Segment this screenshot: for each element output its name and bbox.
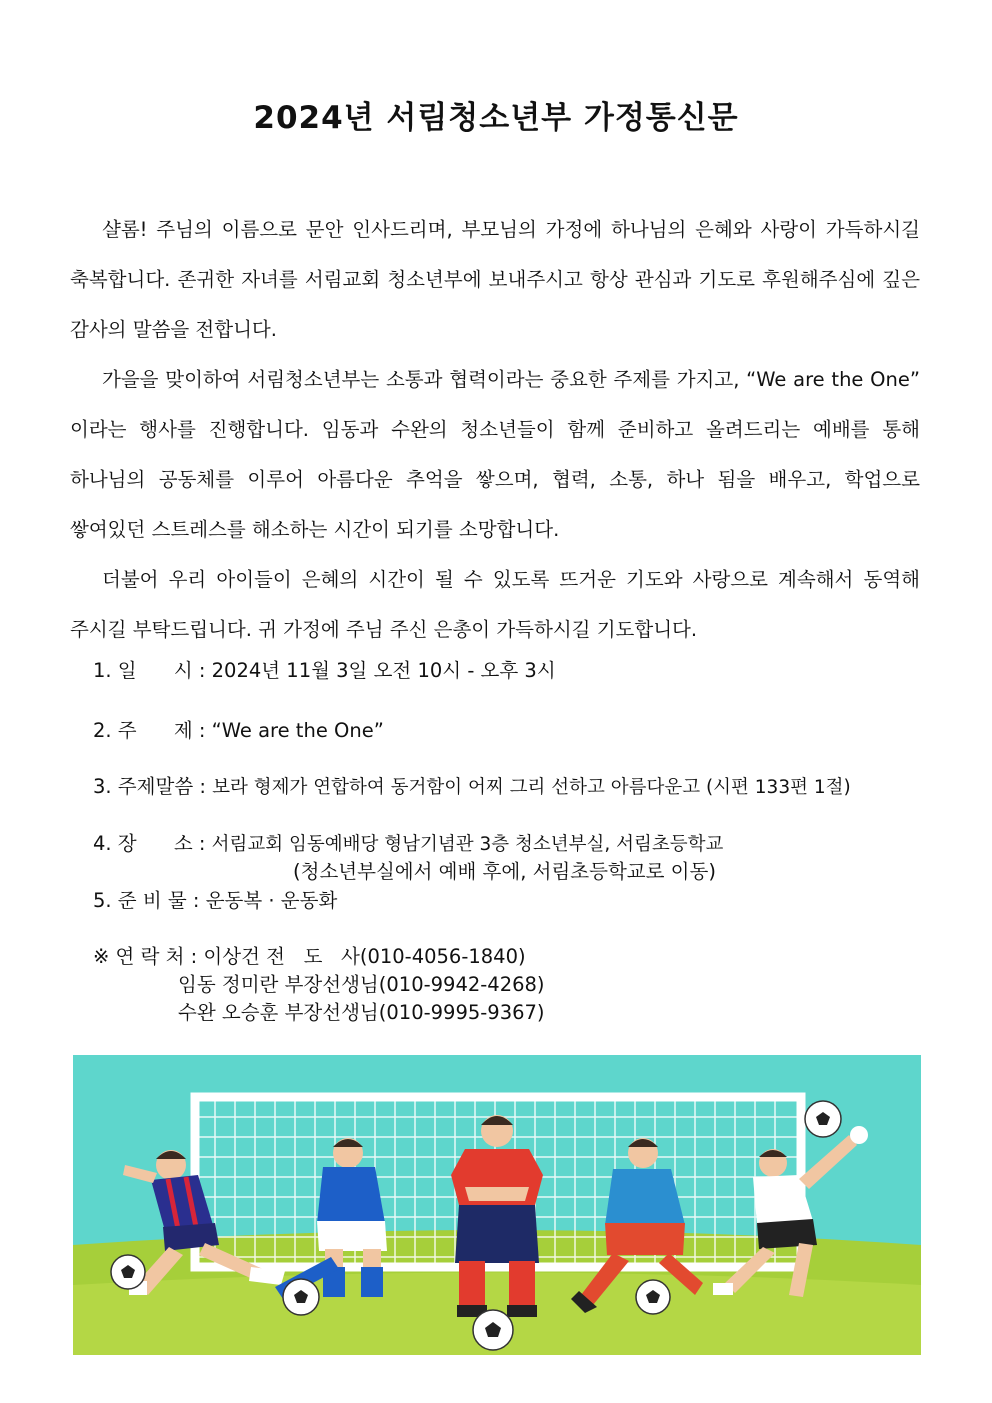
theme-label: 2. 주 제 :	[93, 719, 212, 742]
soccer-illustration	[73, 1055, 921, 1355]
place-label: 4. 장 소 :	[93, 832, 212, 855]
soccer-ball	[636, 1280, 670, 1314]
soccer-ball	[805, 1101, 841, 1137]
date-label: 1. 일 시 :	[93, 659, 212, 682]
contact-2: 임동 정미란 부장선생님(010-9942-4268)	[178, 973, 545, 996]
soccer-ball	[473, 1310, 513, 1350]
date-value: 2024년 11월 3일 오전 10시 - 오후 3시	[211, 659, 556, 682]
place-value: 서림교회 임동예배당 형남기념관 3층 청소년부실, 서림초등학교	[211, 834, 724, 855]
greeting-paragraph: 샬롬! 주님의 이름으로 문안 인사드리며, 부모님의 가정에 하나님의 은혜와 사랑이 가득하시길 축복합니다. 존귀한 자녀를 서림교회 청소년부에 보내주시고 항상 관심과 기도로 후원해주심에 깊은 감사의 말씀을 전합니다.	[70, 218, 920, 341]
verse-value: 보라 형제가 연합하여 동거함이 어찌 그리 선하고 아름다운고 (시편 133편 1절)	[212, 777, 851, 798]
supplies-value: 운동복 · 운동화	[205, 889, 338, 912]
soccer-ball	[111, 1255, 145, 1289]
page-title: 2024년 서림청소년부 가정통신문	[253, 100, 739, 136]
supplies-label: 5. 준 비 물 :	[93, 889, 206, 912]
detail-place	[93, 828, 723, 856]
closing-paragraph: 더불어 우리 아이들이 은혜의 시간이 될 수 있도록 뜨거운 기도와 사랑으로 계속해서 동역해 주시길 부탁드립니다. 귀 가정에 주님 주신 은총이 가득하시길 기도합니다.	[70, 568, 920, 641]
theme-value: “We are the One”	[211, 719, 384, 742]
detail-verse	[93, 771, 851, 799]
detail-contact	[93, 941, 526, 969]
soccer-ball	[283, 1279, 319, 1315]
detail-supplies	[93, 885, 337, 913]
contact-3: 수완 오승훈 부장선생님(010-9995-9367)	[178, 1001, 545, 1024]
detail-date	[93, 655, 556, 683]
place-note: (청소년부실에서 예배 후에, 서림초등학교로 이동)	[293, 860, 716, 883]
verse-label: 3. 주제말씀 :	[93, 775, 213, 798]
contact-label: ※ 연 락 처 :	[93, 945, 204, 968]
detail-theme	[93, 715, 384, 743]
contact-1: 이상건 전 도 사(010-4056-1840)	[203, 945, 526, 968]
event-paragraph: 가을을 맞이하여 서림청소년부는 소통과 협력이라는 중요한 주제를 가지고, “We are the One” 이라는 행사를 진행합니다. 임동과 수완의 청소년들이 함께 준비하고 올려드리는 예배를 통해 하나님의 공동체를 이루어 아름다운 추억을 쌓으며, 협력, 소통, 하나 됨을 배우고, 학업으로 쌓여있던 스트레스를 해소하는 시간이 되기를 소망합니다.	[70, 368, 920, 541]
letter-body	[70, 205, 920, 655]
